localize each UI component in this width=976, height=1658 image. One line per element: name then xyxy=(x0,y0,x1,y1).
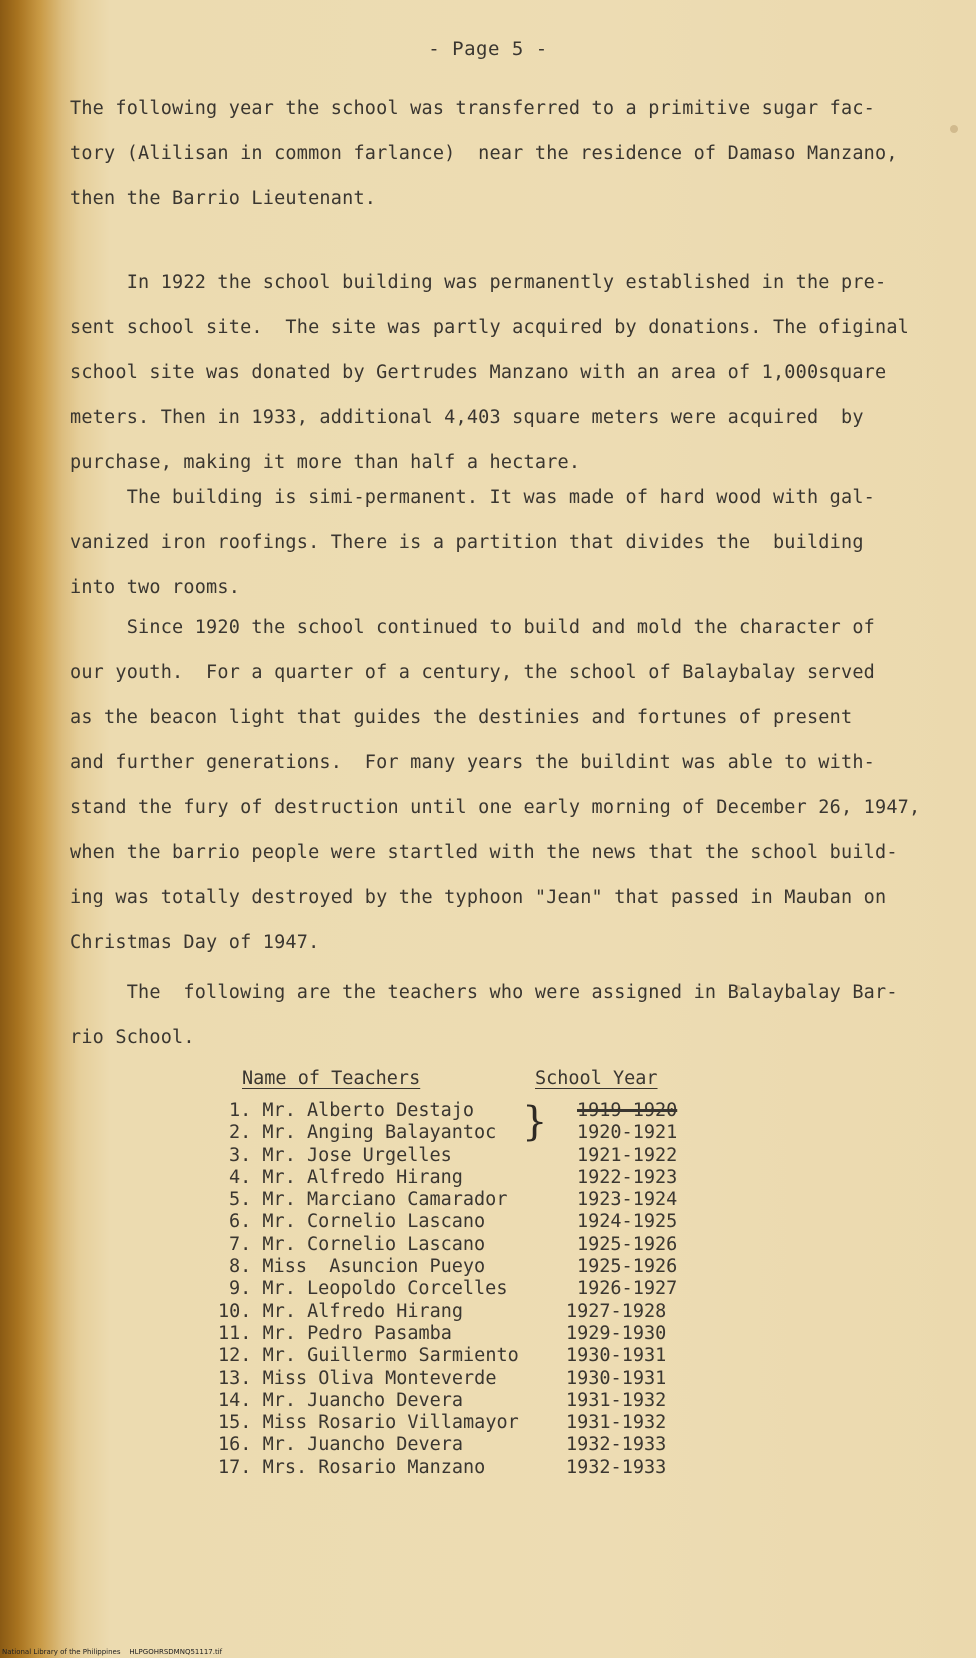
paragraph xyxy=(70,86,930,221)
year-column-header: School Year xyxy=(535,1068,658,1089)
teacher-name-text: Mr. Cornelio Lascano xyxy=(262,1211,486,1233)
row-number: 9. xyxy=(229,1278,252,1300)
teacher-list xyxy=(218,1100,918,1479)
table-row xyxy=(218,1145,918,1167)
table-row xyxy=(218,1189,918,1211)
school-year: 1931-1932 xyxy=(566,1412,667,1434)
table-row xyxy=(218,1434,918,1456)
paragraph-line: Since 1920 the school continued to build and mold the character of xyxy=(70,617,875,638)
school-year: 1922-1923 xyxy=(577,1166,678,1188)
table-row xyxy=(218,1390,918,1412)
school-year: 1919-1920 xyxy=(577,1100,678,1121)
teacher-name xyxy=(218,1390,566,1412)
table-row xyxy=(218,1412,918,1434)
table-row xyxy=(218,1234,918,1256)
teacher-name xyxy=(218,1256,577,1278)
paragraph-line: The building is simi-permanent. It was made of hard wood with gal- xyxy=(70,487,875,508)
row-number: 4. xyxy=(229,1166,252,1188)
school-year: 1931-1932 xyxy=(566,1389,667,1411)
paragraph-line: In 1922 the school building was permanently established in the pre- xyxy=(70,272,887,293)
teacher-name xyxy=(218,1323,566,1345)
teacher-name xyxy=(218,1457,566,1479)
paragraph-line: tory (Alilisan in common farlance) near the residence of Damaso Manzano, xyxy=(70,143,898,164)
footer-archive-label: National Library of the Philippines HLPGOHRSDMNQ51117.tif xyxy=(2,1648,223,1656)
school-year: 1924-1925 xyxy=(577,1211,678,1233)
teacher-name xyxy=(218,1368,566,1390)
teacher-name-text: Mr. Juancho Devera xyxy=(262,1434,464,1456)
school-year: 1923-1924 xyxy=(577,1189,678,1211)
school-year: 1932-1933 xyxy=(566,1456,667,1478)
school-year: 1920-1921 xyxy=(577,1122,678,1144)
paragraph-line: school site was donated by Gertrudes Manzano with an area of 1,000square xyxy=(70,362,887,383)
paragraph xyxy=(70,475,930,610)
row-number: 1. xyxy=(229,1100,252,1121)
teacher-name-text: Mr. Marciano Camarador xyxy=(262,1189,508,1211)
teacher-name-text: Miss Rosario Villamayor xyxy=(262,1412,519,1434)
teacher-name-text: Mr. Alberto Destajo xyxy=(262,1100,475,1121)
paragraph-line: ing was totally destroyed by the typhoon "Jean" that passed in Mauban on xyxy=(70,887,887,908)
row-number: 10. xyxy=(218,1300,252,1322)
teacher-name-text: Miss Asuncion Pueyo xyxy=(262,1256,486,1278)
paragraph-line: The following are the teachers who were assigned in Balaybalay Bar- xyxy=(70,982,898,1003)
table-row xyxy=(218,1278,918,1300)
paragraph-line: as the beacon light that guides the destinies and fortunes of present xyxy=(70,707,853,728)
row-number: 15. xyxy=(218,1412,252,1434)
school-year: 1921-1922 xyxy=(577,1144,678,1166)
table-row xyxy=(218,1122,918,1144)
school-year: 1927-1928 xyxy=(566,1300,667,1322)
teacher-name xyxy=(218,1345,566,1367)
page-header: - Page 5 - xyxy=(428,38,548,60)
school-year: 1926-1927 xyxy=(577,1278,678,1300)
paragraph-line: stand the fury of destruction until one early morning of December 26, 1947, xyxy=(70,797,921,818)
table-row xyxy=(218,1368,918,1390)
paragraph xyxy=(70,970,930,1060)
teacher-name xyxy=(218,1301,566,1323)
paragraph-line: meters. Then in 1933, additional 4,403 square meters were acquired by xyxy=(70,407,864,428)
teacher-name-text: Mrs. Rosario Manzano xyxy=(262,1456,486,1478)
teacher-name-text: Miss Oliva Monteverde xyxy=(262,1367,497,1389)
row-number: 7. xyxy=(229,1233,252,1255)
row-number: 11. xyxy=(218,1322,252,1344)
paragraph-line: and further generations. For many years the buildint was able to with- xyxy=(70,752,875,773)
table-row xyxy=(218,1345,918,1367)
paragraph-line: rio School. xyxy=(70,1027,195,1048)
row-number: 17. xyxy=(218,1456,252,1478)
school-year: 1930-1931 xyxy=(566,1367,667,1389)
row-number: 13. xyxy=(218,1367,252,1389)
teacher-name xyxy=(218,1100,577,1122)
school-year: 1930-1931 xyxy=(566,1345,667,1367)
table-row xyxy=(218,1301,918,1323)
teacher-name xyxy=(218,1167,577,1189)
paper-stain xyxy=(950,125,958,133)
row-number: 3. xyxy=(229,1144,252,1166)
school-year: 1925-1926 xyxy=(577,1233,678,1255)
paragraph-line: The following year the school was transferred to a primitive sugar fac- xyxy=(70,98,875,119)
teacher-name xyxy=(218,1211,577,1233)
paragraph-line: vanized iron roofings. There is a partition that divides the building xyxy=(70,532,864,553)
paragraph-line: Christmas Day of 1947. xyxy=(70,932,320,953)
teacher-name xyxy=(218,1145,577,1167)
paragraph-line: into two rooms. xyxy=(70,577,241,598)
paragraph-line: our youth. For a quarter of a century, the school of Balaybalay served xyxy=(70,662,875,683)
table-row xyxy=(218,1100,918,1122)
teacher-name-text: Mr. Anging Balayantoc xyxy=(262,1122,497,1144)
teacher-name xyxy=(218,1278,577,1300)
row-number: 12. xyxy=(218,1345,252,1367)
teacher-name xyxy=(218,1234,577,1256)
teacher-name xyxy=(218,1122,577,1144)
table-row xyxy=(218,1167,918,1189)
paragraph-line: when the barrio people were startled with the news that the school build- xyxy=(70,842,898,863)
teacher-name-text: Mr. Cornelio Lascano xyxy=(262,1233,486,1255)
table-row xyxy=(218,1211,918,1233)
paragraph-line: then the Barrio Lieutenant. xyxy=(70,188,377,209)
table-row xyxy=(218,1323,918,1345)
school-year: 1925-1926 xyxy=(577,1256,678,1278)
school-year: 1929-1930 xyxy=(566,1322,667,1344)
teacher-name-text: Mr. Alfredo Hirang xyxy=(262,1300,464,1322)
teacher-name-text: Mr. Pedro Pasamba xyxy=(262,1322,452,1344)
paragraph xyxy=(70,605,930,965)
row-number: 16. xyxy=(218,1434,252,1456)
row-number: 14. xyxy=(218,1389,252,1411)
row-number: 5. xyxy=(229,1189,252,1211)
teacher-name-text: Mr. Leopoldo Corcelles xyxy=(262,1278,508,1300)
teacher-name xyxy=(218,1189,577,1211)
table-row xyxy=(218,1457,918,1479)
teacher-name-text: Mr. Guillermo Sarmiento xyxy=(262,1345,519,1367)
name-column-header: Name of Teachers xyxy=(242,1068,421,1089)
teacher-name-text: Mr. Alfredo Hirang xyxy=(262,1166,463,1188)
teacher-name-text: Mr. Juancho Devera xyxy=(262,1389,464,1411)
teacher-name-text: Mr. Jose Urgelles xyxy=(262,1144,452,1166)
row-number: 2. xyxy=(229,1122,252,1144)
bracket-mark: } xyxy=(522,1099,548,1145)
row-number: 8. xyxy=(229,1256,252,1278)
school-year: 1932-1933 xyxy=(566,1434,667,1456)
paragraph-line: sent school site. The site was partly acquired by donations. The ofiginal xyxy=(70,317,910,338)
teacher-name xyxy=(218,1412,566,1434)
teacher-name xyxy=(218,1434,566,1456)
table-row xyxy=(218,1256,918,1278)
paragraph-line: purchase, making it more than half a hectare. xyxy=(70,452,581,473)
paragraph xyxy=(70,260,930,485)
row-number: 6. xyxy=(229,1211,252,1233)
